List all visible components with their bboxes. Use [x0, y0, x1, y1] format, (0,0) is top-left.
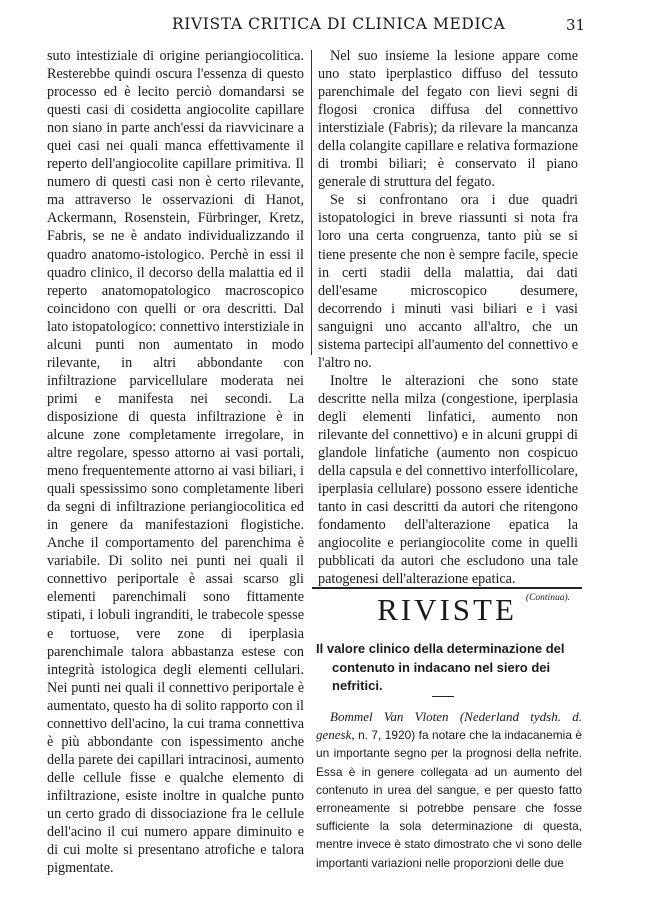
body-paragraph: suto intestiziale di origine periangiocolitica. Resterebbe quindi oscura l'essenza di questo processo ed è lecito perciò domandarsi se questi casi di cosidetta angiocolite capillare non siano in parte anch'essi da riavvicinare a quei casi nei quali manca effettivamente il reperto dell'angiocolite capillare primitiva. Il numero di questi casi non è certo rilevante, ma attraverso le osservazioni di Hanot, Ackermann, Rosenstein, Fürbringer, Kretz, Fabris, se ne è andato individualizzando il quadro anatomo-istologico. Perchè in essi il quadro clinico, il decorso della malattia ed il reperto anatomopatologico macroscopico coincidono con quelli or ora descritti. Dal lato istopatologico: connettivo interstiziale in alcuni punti non aumentato in modo rilevante, in altri abbondante con infiltrazione parvicellulare moderata nei primi e manifesta nei secondi. La disposizione di questa infiltrazione è in alcune zone completamente irregolare, in altre regolare, spesso attorno ai vasi portali, meno frequentemente attorno ai vasi biliari, i quali spessissimo sono completamente liberi da segni di infiltrazione periangiocolitica ed in genere da manifestazioni flogistiche. Anche il comportamento del parenchima è variabile. Di solito nei punti nei quali il connettivo periportale è assai scarso gli elementi parenchimali sono fittamente stipati, i lobuli ingranditi, le trabecole spesse e tortuose, vere zone di iperplasia parenchimale talora abbastanza estese con integrità istologica degli elementi cellulari. Nei punti nei quali il connettivo periportale è aumentato, questo ha di solito rapporto con il connettivo dell'acino, la cui trama connettiva è più abbondante con ispessimento anche della parete dei capillari intracinosi, aumento delle cellule fisse e qualche elemento di infiltrazione, esiste inoltre in qualche punto un certo grado di dissociazione fra le cellule dell'acino il cui numero appare diminuito e di cui molte si presentano atrofiche e talora pigmentate. — [47, 48, 304, 877]
column-divider — [311, 50, 312, 355]
article-title-line: Il valore clinico della determinazione del — [316, 641, 565, 656]
abstract-text: n. 7, 1920) fa notare che la indacanemia è un importante segno per la prognosi della nefrite. Essa è in genere collegata ad un aumento del contenuto in urea del sangue, e per questo fatto erroneamente si potrebbe pensare che fosse sufficiente la sola determinazione di questa, mentre invece è stato dimostrato che vi sono delle importanti variazioni nelle proporzioni delle due — [316, 728, 582, 870]
body-paragraph: Se si confrontano ora i due quadri istopatologici in breve riassunti si nota fra loro una certa congruenza, tanto più se si tiene presente che non è sempre facile, specie in certi stadii della malattia, dai dati dell'esame microscopico desumere, decorrendo i minuti vasi biliari e i vasi sanguigni uno accanto all'altro, che un sistema partecipi all'aumento del connettivo e l'altro no. — [318, 192, 578, 371]
separator-dash — [432, 696, 454, 697]
continued-note: (Continua). — [525, 593, 570, 604]
article-title-line: contenuto in indacano nel siero dei nefritici. — [332, 659, 551, 693]
right-column — [318, 47, 578, 607]
section-heading: RIVISTE — [377, 592, 517, 627]
section-rule — [312, 587, 582, 589]
left-column — [47, 47, 304, 877]
journal-citation: (Nederland tydsh. d. genesk, — [316, 709, 582, 743]
page-number: 31 — [566, 16, 586, 34]
article-abstract — [316, 708, 582, 872]
author-name: Bommel Van Vloten — [330, 709, 449, 724]
running-header — [0, 0, 670, 46]
journal-title: RIVISTA CRITICA DI CLINICA MEDICA — [172, 15, 506, 33]
body-paragraph: Inoltre le alterazioni che sono state descritte nella milza (congestione, iperplasia degli elementi linfatici, aumento non rilevante del connettivo) e in alcuni gruppi di glandole linfatiche (aumento non cospicuo della capsula e del connettivo interfollicolare, iperplasia cellulare) possono essere identiche tanto in casi descritti da autori che ritengono fondamento dell'alterazione epatica la angiocolite e periangiocolite come in quelli pubblicati da autori che escludono una tale patogenesi dell'alterazione epatica. — [318, 372, 578, 588]
body-paragraph: Nel suo insieme la lesione appare come uno stato iperplastico diffuso del tessuto parenchimale del fegato con lievi segni di flogosi cronica diffusa del connettivo interstiziale (Fabris); da rilevare la mancanza della colangite capillare e relativa formazione di trombi biliari; è conservato il piano generale di struttura del fegato. — [318, 48, 578, 191]
article-title — [316, 640, 582, 696]
